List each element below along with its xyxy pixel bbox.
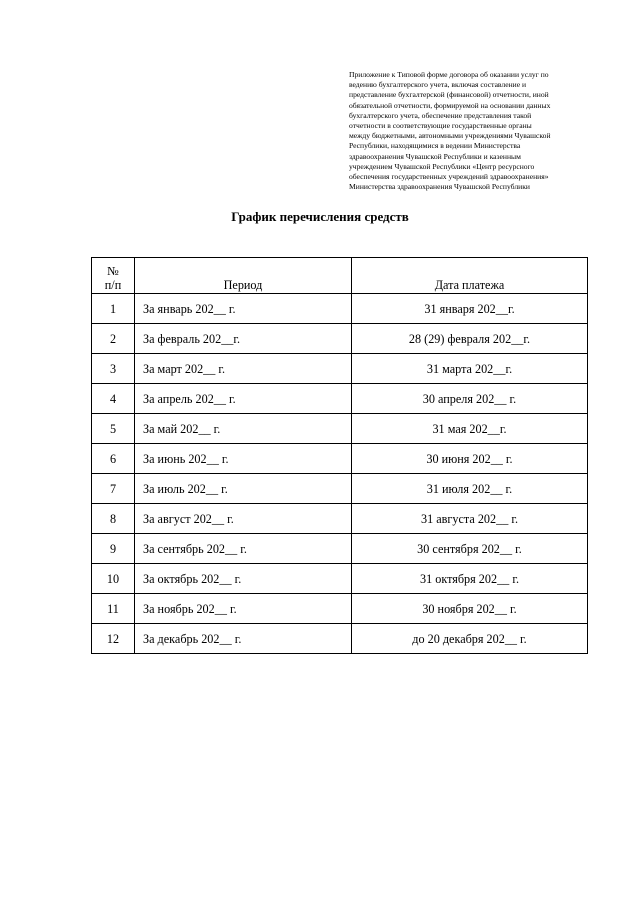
row-number: 9 — [92, 534, 135, 564]
row-number: 8 — [92, 504, 135, 534]
row-payment-date: 31 января 202__г. — [352, 294, 588, 324]
row-period: За октябрь 202__ г. — [135, 564, 352, 594]
table-row — [92, 504, 588, 534]
appendix-line: бухгалтерского учета, обеспечение представления такой — [349, 110, 532, 120]
table-row — [92, 564, 588, 594]
row-number: 1 — [92, 294, 135, 324]
row-payment-date: 31 июля 202__ г. — [352, 474, 588, 504]
header-period: Период — [135, 258, 352, 294]
row-period: За март 202__ г. — [135, 354, 352, 384]
appendix-line: ведению бухгалтерского учета, включая составление и — [349, 80, 527, 90]
row-payment-date: 31 марта 202__г. — [352, 354, 588, 384]
row-number: 4 — [92, 384, 135, 414]
row-payment-date: 31 августа 202__ г. — [352, 504, 588, 534]
payment-schedule-table — [91, 257, 588, 654]
header-number-symbol: № — [107, 264, 119, 278]
table-row — [92, 384, 588, 414]
document-title: График перечисления средств — [231, 209, 409, 224]
table-row — [92, 444, 588, 474]
row-payment-date: до 20 декабря 202__ г. — [352, 624, 588, 654]
row-number: 6 — [92, 444, 135, 474]
row-period: За сентябрь 202__ г. — [135, 534, 352, 564]
row-payment-date: 30 сентября 202__ г. — [352, 534, 588, 564]
table-row — [92, 294, 588, 324]
row-period: За июль 202__ г. — [135, 474, 352, 504]
row-period: За август 202__ г. — [135, 504, 352, 534]
row-payment-date: 31 октября 202__ г. — [352, 564, 588, 594]
table-row — [92, 414, 588, 444]
row-number: 5 — [92, 414, 135, 444]
table-row — [92, 324, 588, 354]
appendix-line: здравоохранения Чувашской Республики и казенным — [349, 151, 521, 161]
row-payment-date: 30 июня 202__ г. — [352, 444, 588, 474]
row-payment-date: 30 апреля 202__ г. — [352, 384, 588, 414]
appendix-line: Министерства здравоохранения Чувашской Республики — [349, 182, 530, 192]
header-number — [92, 258, 135, 294]
row-period: За апрель 202__ г. — [135, 384, 352, 414]
table-row — [92, 594, 588, 624]
table-row — [92, 354, 588, 384]
appendix-line: обеспечения государственных учреждений здравоохранения» — [349, 172, 549, 182]
row-period: За февраль 202__г. — [135, 324, 352, 354]
row-number: 3 — [92, 354, 135, 384]
row-payment-date: 31 мая 202__г. — [352, 414, 588, 444]
table-row — [92, 624, 588, 654]
row-number: 10 — [92, 564, 135, 594]
table-row — [92, 534, 588, 564]
row-payment-date: 30 ноября 202__ г. — [352, 594, 588, 624]
row-payment-date: 28 (29) февраля 202__г. — [352, 324, 588, 354]
row-period: За январь 202__ г. — [135, 294, 352, 324]
row-period: За июнь 202__ г. — [135, 444, 352, 474]
header-payment-date: Дата платежа — [352, 258, 588, 294]
appendix-line: обязательной отчетности, формируемой на основании данных — [349, 100, 551, 110]
appendix-line: Республики, находящимися в ведении Министерства — [349, 141, 521, 151]
row-period: За декабрь 202__ г. — [135, 624, 352, 654]
row-period: За ноябрь 202__ г. — [135, 594, 352, 624]
appendix-line: Приложение к Типовой форме договора об оказании услуг по — [349, 70, 549, 79]
row-number: 11 — [92, 594, 135, 624]
row-number: 7 — [92, 474, 135, 504]
row-number: 12 — [92, 624, 135, 654]
appendix-line: представление бухгалтерской (финансовой) отчетности, иной — [349, 90, 549, 100]
appendix-line: учреждением Чувашской Республики «Центр ресурсного — [349, 161, 535, 171]
appendix-line: отчетности в соответствующие государственные органы — [349, 121, 532, 131]
appendix-line: между бюджетными, автономными учреждениями Чувашской — [349, 131, 551, 141]
row-period: За май 202__ г. — [135, 414, 352, 444]
row-number: 2 — [92, 324, 135, 354]
table-row — [92, 474, 588, 504]
appendix-note — [349, 70, 582, 192]
table-header-row — [92, 258, 588, 294]
header-number-label: п/п — [104, 278, 122, 292]
